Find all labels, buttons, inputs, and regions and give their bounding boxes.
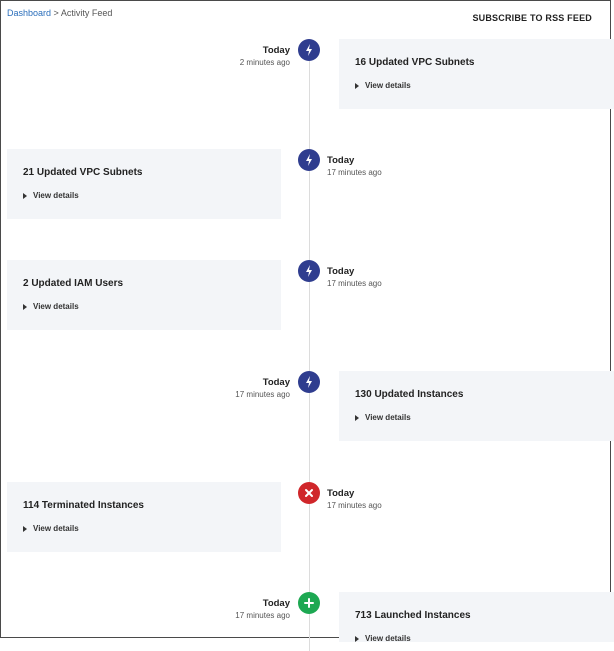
event-title: 2 Updated IAM Users xyxy=(23,278,124,289)
event-ago: 17 minutes ago xyxy=(327,279,382,288)
caret-right-icon xyxy=(23,526,27,532)
lightning-icon xyxy=(298,39,320,61)
breadcrumb xyxy=(7,8,112,18)
lightning-icon xyxy=(298,371,320,393)
event-title: 16 Updated VPC Subnets xyxy=(355,57,475,68)
view-details-label: View details xyxy=(33,524,79,533)
view-details-label: View details xyxy=(365,81,411,90)
view-details-toggle[interactable] xyxy=(23,302,265,311)
view-details-toggle[interactable] xyxy=(355,81,598,90)
event-title: 130 Updated Instances xyxy=(355,389,464,400)
plus-icon xyxy=(298,592,320,614)
view-details-label: View details xyxy=(365,634,411,643)
timeline-line xyxy=(309,51,310,651)
event-time xyxy=(235,598,290,620)
event-time xyxy=(327,266,382,288)
breadcrumb-separator: > xyxy=(53,8,59,18)
event-ago: 17 minutes ago xyxy=(235,390,290,399)
event-day: Today xyxy=(262,598,290,609)
event-day: Today xyxy=(327,488,355,499)
event-title: 21 Updated VPC Subnets xyxy=(23,167,143,178)
event-card xyxy=(339,592,614,642)
close-icon xyxy=(298,482,320,504)
event-card xyxy=(7,149,281,219)
caret-right-icon xyxy=(355,83,359,89)
lightning-icon xyxy=(298,149,320,171)
event-time xyxy=(327,488,382,510)
event-ago: 17 minutes ago xyxy=(327,501,382,510)
event-day: Today xyxy=(262,377,290,388)
event-card xyxy=(339,371,614,441)
event-card xyxy=(339,39,614,109)
view-details-label: View details xyxy=(33,191,79,200)
event-ago: 17 minutes ago xyxy=(327,168,382,177)
view-details-label: View details xyxy=(33,302,79,311)
view-details-toggle[interactable] xyxy=(23,524,265,533)
view-details-toggle[interactable] xyxy=(23,191,265,200)
view-details-label: View details xyxy=(365,413,411,422)
breadcrumb-dashboard-link[interactable]: Dashboard xyxy=(7,8,52,18)
lightning-icon xyxy=(298,260,320,282)
event-ago: 17 minutes ago xyxy=(235,611,290,620)
event-title: 713 Launched Instances xyxy=(355,610,471,621)
event-title: 114 Terminated Instances xyxy=(23,500,144,511)
event-time xyxy=(240,45,290,67)
event-time xyxy=(235,377,290,399)
caret-right-icon xyxy=(355,636,359,642)
event-time xyxy=(327,155,382,177)
view-details-toggle[interactable] xyxy=(355,413,598,422)
caret-right-icon xyxy=(23,304,27,310)
caret-right-icon xyxy=(23,193,27,199)
event-day: Today xyxy=(262,45,290,56)
activity-feed-page xyxy=(1,1,610,643)
breadcrumb-current: Activity Feed xyxy=(60,8,113,18)
event-day: Today xyxy=(327,155,355,166)
view-details-toggle[interactable] xyxy=(355,634,598,643)
event-day: Today xyxy=(327,266,355,277)
caret-right-icon xyxy=(355,415,359,421)
event-card xyxy=(7,482,281,552)
event-card xyxy=(7,260,281,330)
subscribe-rss-button[interactable]: SUBSCRIBE TO RSS FEED xyxy=(472,13,592,23)
event-ago: 2 minutes ago xyxy=(239,58,290,67)
